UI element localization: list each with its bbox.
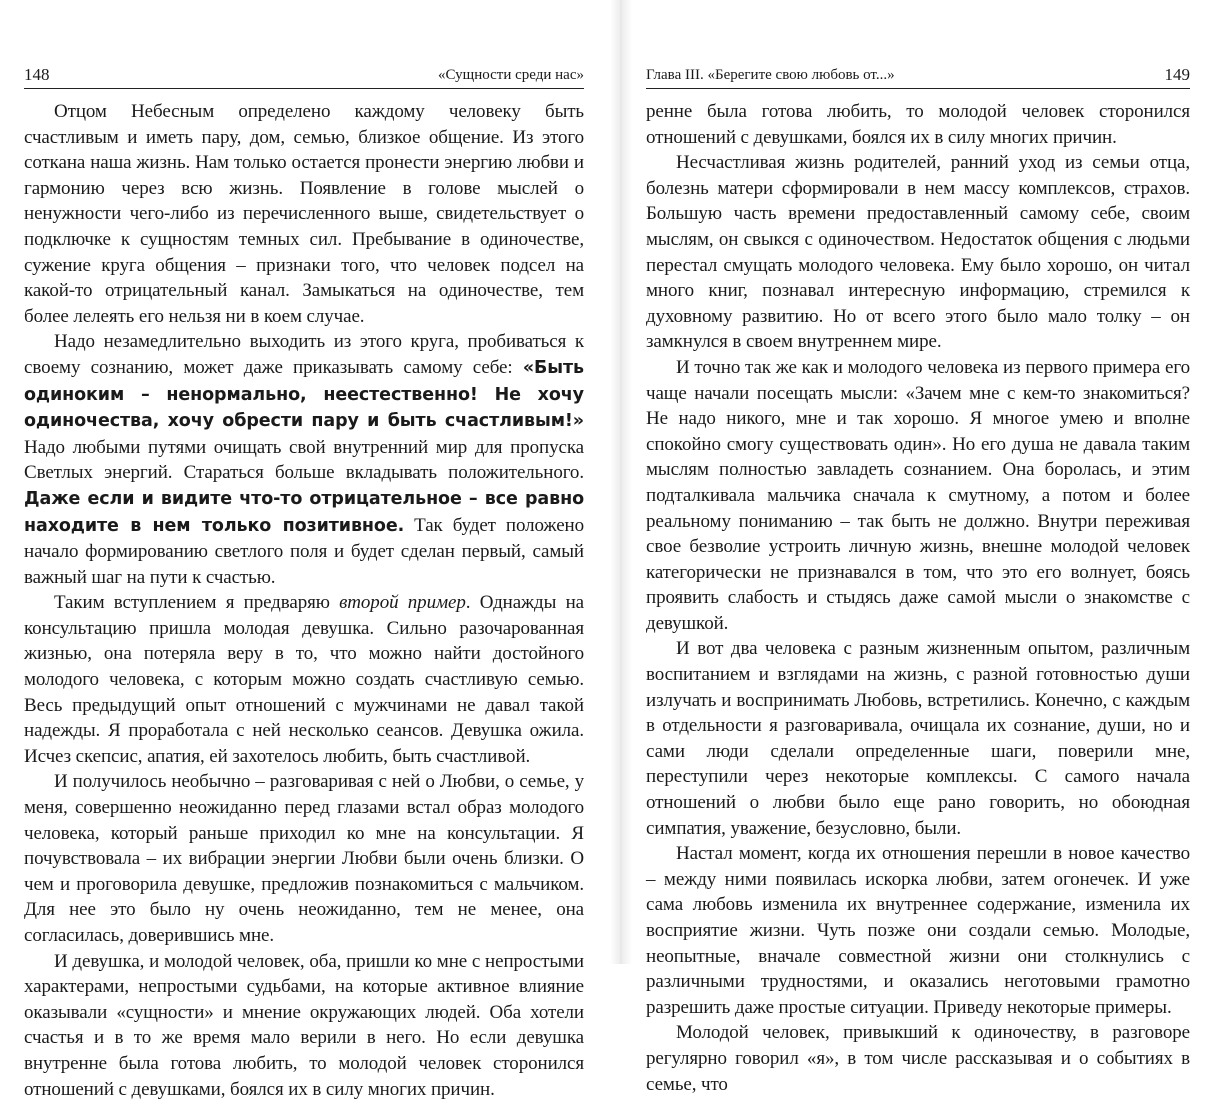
paragraph [646, 841, 1190, 1020]
paragraph [646, 636, 1190, 841]
paragraph [24, 949, 584, 1102]
paragraph [24, 769, 584, 948]
text-run: И вот два человека с разным жизненным опытом, различным воспитанием и взглядами на жизнь, с разной готовностью души излучать и воспринимать Любовь, встретились. Конечно, с каждым в отдельности я разговаривала, очищала их сознание, души, но и сами люди сделали определенные шаги, поверили мне, переступили через некоторые комплексы. С самого начала отношений о любви было еще рано говорить, но обоюдная симпатия, уважение, безусловно, были. [646, 638, 1190, 839]
text-run: Несчастливая жизнь родителей, ранний уход из семьи отца, болезнь матери сформировали в нем массу комплексов, страхов. Большую часть времени предоставленный самому себе, своим мыслям, он свыкся с одиночеством. Недостаток общения с людьми перестал смущать молодого человека. Ему было хорошо, он читал много книг, познавал интересную информацию, стремился к духовному развитию. Но от всего этого было мало толку – он замкнулся в своем внутреннем мире. [646, 152, 1190, 353]
italic-text: второй пример [339, 592, 466, 614]
text-run: Так будет положено начало формированию светлого поля и будет сделан первый, самый важный шаг на пути к счастью. [24, 514, 584, 588]
text-run: ренне была готова любить, то молодой человек сторонился отношений с девушками, боялся их в силу многих причин. [646, 101, 1190, 148]
text-run: И получилось необычно – разговаривая с ней о Любви, о семье, у меня, совершенно неожиданно перед глазами встал образ молодого человека, который раньше приходил ко мне на консультации. Я почувствовала – их вибрации энергии Любви были очень близки. О чем и проговорила девушке, предложив познакомиться с мальчиком. Для нее это было ну очень неожиданно, тем не менее, она согласилась, доверившись мне. [24, 771, 584, 946]
paragraph [646, 1020, 1190, 1097]
right-page-number: 149 [1164, 65, 1190, 84]
text-run: Молодой человек, привыкший к одиночеству, в разговоре регулярно говорил «я», в том числе рассказывая и о событиях в семье, что [646, 1022, 1190, 1095]
paragraph [646, 355, 1190, 637]
text-run: И точно так же как и молодого человека из первого примера его чаще начали посещать мысли: «Зачем мне с кем-то знакомиться? Не надо никого, мне и так хорошо. Я многое умею и вполне спокойно смогу существовать один». Но его душа не давала таким мыслям полностью завладеть сознанием. Она боролась, и этим подталкивала мальчика сначала к смутному, а потом и более реальному пониманию – так быть не должно. Внутри переживая свое безволие устроить личную жизнь, внешне молодой человек категорически не признавался в том, что это его волнует, боясь проявить слабость и стыдясь даже самой мысли о знакомстве с девушкой. [646, 356, 1190, 634]
text-run: Настал момент, когда их отношения перешли в новое качество – между ними появилась искорка любви, затем огонечек. И уже сама любовь изменила их внутреннее содержание, изменила их восприятие жизни. Чуть позже они создали семью. Молодые, неопытные, вначале совместной жизни они столкнулись с различными трудностями, и оказались неготовыми грамотно разрешить даже простые ситуации. Приведу некоторые примеры. [646, 843, 1190, 1018]
paragraph [24, 99, 584, 329]
text-run: Таким вступлением я предваряю [54, 592, 340, 614]
text-run: Отцом Небесным определено каждому человеку быть счастливым и иметь пару, дом, семью, близкое общение. Из этого соткана наша жизнь. Нам только остается пронести энергию любви и гармонию через всю жизнь. Появление в голове мыслей о ненужности чего-либо из перечисленного выше, свидетельствует о подключке к сущностям темных сил. Пребывание в одиночестве, сужение круга общения – признаки того, что человек подсел на какой-то отрицательный канал. Замыкаться на одиночестве, тем более лелеять его нельзя ни в коем случае. [24, 101, 584, 327]
text-run: Надо незамедлительно выходить из этого круга, пробиваться к своему сознанию, может даже приказывать самому себе: [24, 331, 584, 378]
text-run: Надо любыми путями очищать свой внутренний мир для пропуска Светлых энергий. Стараться больше вкладывать положительного. [24, 436, 584, 484]
paragraph [646, 99, 1190, 150]
left-running-title: «Сущности среди нас» [438, 67, 584, 83]
text-run: . Однажды на консультацию пришла молодая девушка. Сильно разочарованная жизнью, она потеряла веру в то, что можно найти достойного молодого человека, с которым можно создать счастливую семью. Весь предыдущий опыт отношений с мужчинами не давал такой надежды. Я проработала с ней несколько сеансов. Девушка ожила. Исчез скепсис, апатия, ей захотелось любить, быть счастливой. [24, 592, 584, 767]
left-page-number: 148 [24, 65, 50, 84]
right-page [646, 62, 1190, 1097]
bold-text: Даже если и видите что-то отрицательное – все равно находите в нем только позитивное. [24, 488, 584, 536]
paragraph [24, 590, 584, 769]
right-running-head [646, 62, 1190, 89]
text-run: И девушка, и молодой человек, оба, пришли ко мне с непростыми характерами, непростыми судьбами, на которые активное влияние оказывали «сущности» и мнение окружающих людей. Оба хотели счастья и в то же время мало верили в него. Но если девушка внутренне была готова любить, то молодой человек сторонился отношений с девушками, боялся их в силу многих причин. [24, 950, 584, 1100]
paragraph [646, 150, 1190, 355]
left-page [24, 62, 584, 1102]
bold-text: «Быть одиноким – ненормально, неестественно! Не хочу одиночества, хочу обрести пару и быть счастливым!» [24, 357, 584, 432]
right-running-title: Глава III. «Берегите свою любовь от...» [646, 67, 895, 83]
left-page-body [24, 99, 584, 1102]
book-gutter [610, 0, 632, 964]
right-page-body [646, 99, 1190, 1097]
left-running-head [24, 62, 584, 89]
paragraph [24, 329, 584, 590]
